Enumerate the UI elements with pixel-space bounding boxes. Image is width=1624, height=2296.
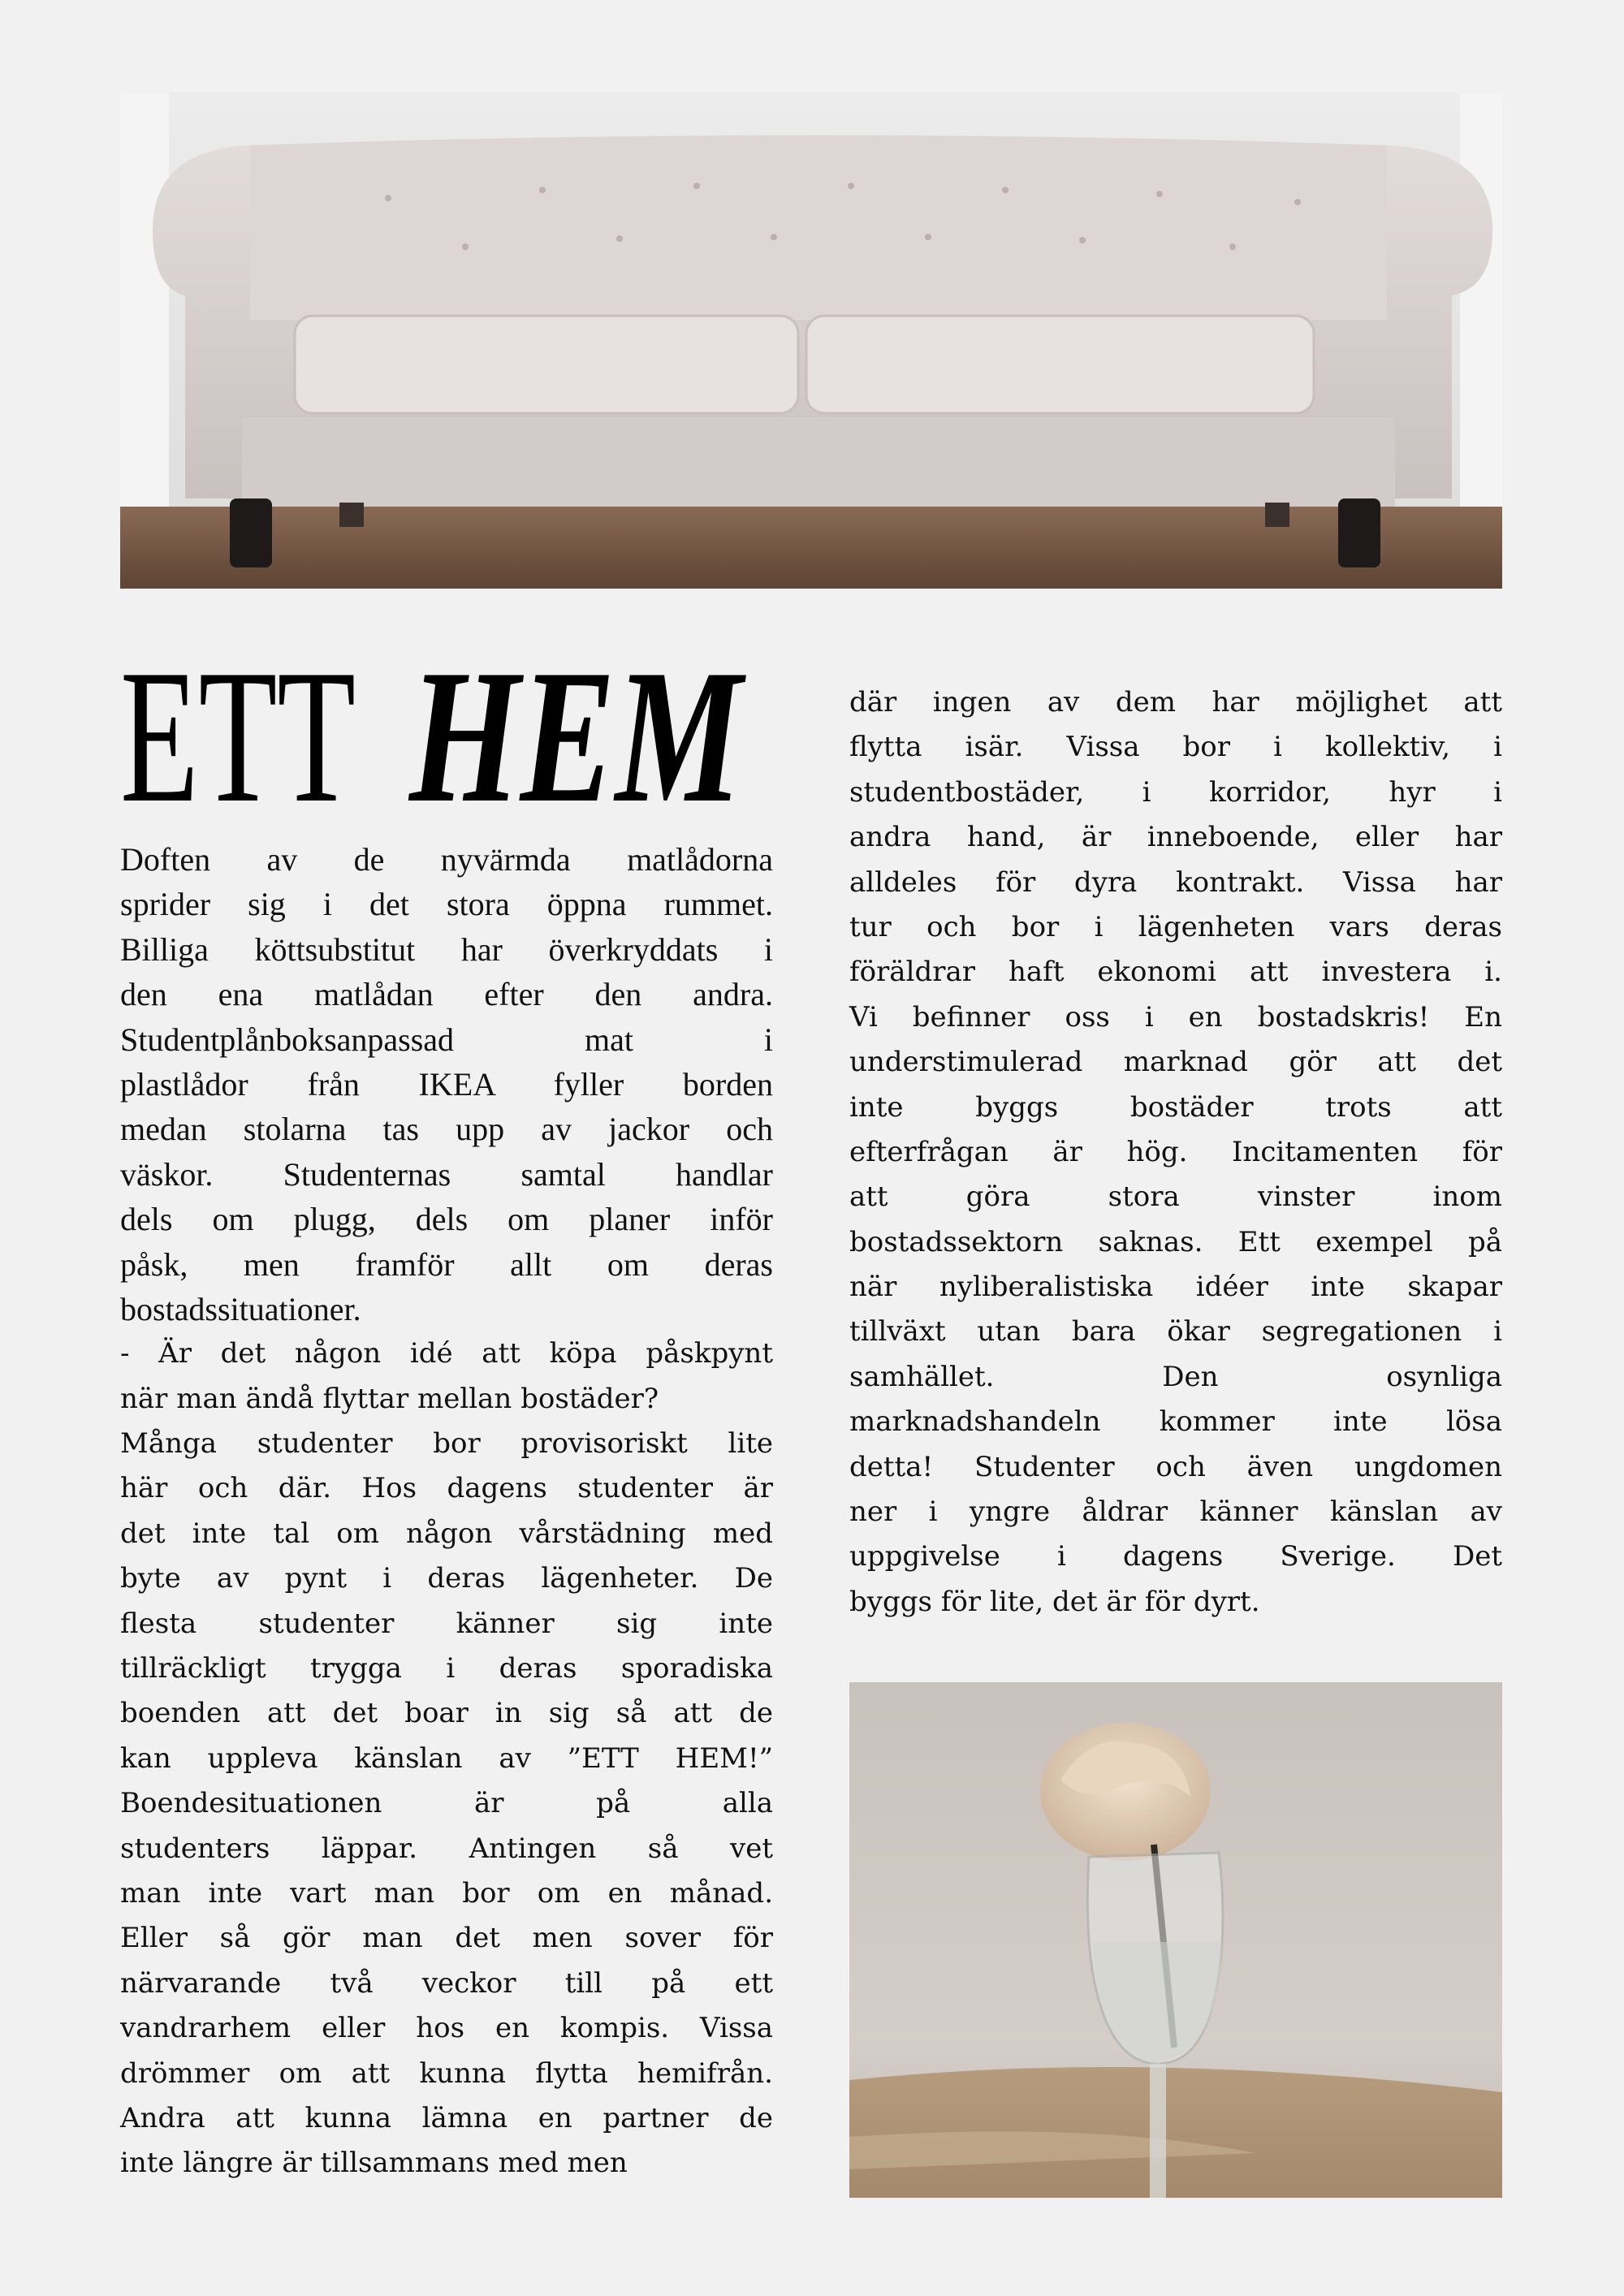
text-line: Många studenter bor provisoriskt lite	[120, 1427, 773, 1461]
text-line: kan uppleva känslan av ”ETT HEM!”	[120, 1741, 773, 1775]
text-line: andra hand, är inneboende, eller har	[849, 821, 1502, 854]
right-text-column	[849, 680, 1502, 1625]
text-line: efterfrågan är hög. Incitamenten för	[849, 1135, 1502, 1168]
text-line: väskor. Studenternas samtal handlar	[120, 1155, 773, 1193]
text-line: boenden att det boar in sig så att de	[120, 1697, 773, 1730]
text-line: samhället. Den osynliga	[849, 1360, 1502, 1393]
text-line: Doften av de nyvärmda matlådorna	[120, 841, 773, 878]
quote-paragraph	[120, 1331, 773, 1422]
text-line: Eller så gör man det men sover för	[120, 1922, 773, 1955]
text-line: påsk, men framför allt om deras	[120, 1245, 773, 1283]
text-line: Billiga köttsubstitut har överkryddats i	[120, 930, 773, 968]
left-text-column	[120, 837, 773, 2186]
body-paragraph	[120, 1422, 773, 2186]
text-line: alldeles för dyra kontrakt. Vissa har	[849, 865, 1502, 899]
text-line: här och där. Hos dagens studenter är	[120, 1472, 773, 1505]
title-hem: HEM	[408, 631, 747, 843]
text-line: dels om plugg, dels om planer inför	[120, 1201, 773, 1238]
text-line: uppgivelse i dagens Sverige. Det	[849, 1540, 1502, 1573]
text-line: plastlådor från IKEA fyller borden	[120, 1065, 773, 1103]
text-line: studentbostäder, i korridor, hyr i	[849, 775, 1502, 809]
text-line: studenters läppar. Antingen så vet	[120, 1832, 773, 1865]
text-line: inte byggs bostäder trots att	[849, 1090, 1502, 1124]
text-line: när man ändå flyttar mellan bostäder?	[120, 1382, 659, 1415]
text-line: den ena matlådan efter den andra.	[120, 976, 773, 1013]
text-line: marknadshandeln kommer inte lösa	[849, 1405, 1502, 1439]
page-title	[119, 631, 752, 843]
text-line: Boendesituationen är på alla	[120, 1787, 773, 1820]
text-line: Vi befinner oss i en bostadskris! En	[849, 1000, 1502, 1034]
text-line: Studentplånboksanpassad mat i	[120, 1021, 773, 1058]
text-line: där ingen av dem har möjlighet att	[849, 686, 1502, 719]
text-line: man inte vart man bor om en månad.	[120, 1876, 773, 1910]
title-ett: ETT	[120, 631, 356, 843]
continued-paragraph	[849, 680, 1502, 1625]
text-line: föräldrar haft ekonomi att investera i.	[849, 956, 1502, 989]
text-line: inte längre är tillsammans med men	[120, 2147, 628, 2180]
text-line: flesta studenter känner sig inte	[120, 1607, 773, 1640]
rose-photo	[849, 1682, 1502, 2198]
sofa-photo	[120, 93, 1502, 589]
text-line: bostadssektorn saknas. Ett exempel på	[849, 1225, 1502, 1258]
text-line: - Är det någon idé att köpa påskpynt	[120, 1337, 773, 1370]
text-line: bostadssituationer.	[120, 1290, 361, 1327]
text-line: vandrarhem eller hos en kompis. Vissa	[120, 2012, 773, 2045]
text-line: detta! Studenter och även ungdomen	[849, 1450, 1502, 1483]
text-line: medan stolarna tas upp av jackor och	[120, 1111, 773, 1148]
text-line: närvarande två veckor till på ett	[120, 1966, 773, 2000]
text-line: sprider sig i det stora öppna rummet.	[120, 886, 773, 923]
text-line: ner i yngre åldrar känner känslan av	[849, 1495, 1502, 1529]
text-line: byte av pynt i deras lägenheter. De	[120, 1562, 773, 1595]
text-line: när nyliberalistiska idéer inte skapar	[849, 1271, 1502, 1304]
text-line: tillräckligt trygga i deras sporadiska	[120, 1652, 773, 1685]
text-line: tur och bor i lägenheten vars deras	[849, 910, 1502, 943]
text-line: byggs för lite, det är för dyrt.	[849, 1585, 1260, 1618]
intro-paragraph	[120, 837, 773, 1331]
text-line: understimulerad marknad gör att det	[849, 1046, 1502, 1079]
text-line: att göra stora vinster inom	[849, 1180, 1502, 1214]
text-line: drömmer om att kunna flytta hemifrån.	[120, 2056, 773, 2090]
text-line: Andra att kunna lämna en partner de	[120, 2101, 773, 2134]
text-line: det inte tal om någon vårstädning med	[120, 1517, 773, 1550]
text-line: flytta isär. Vissa bor i kollektiv, i	[849, 731, 1502, 764]
text-line: tillväxt utan bara ökar segregationen i	[849, 1315, 1502, 1349]
